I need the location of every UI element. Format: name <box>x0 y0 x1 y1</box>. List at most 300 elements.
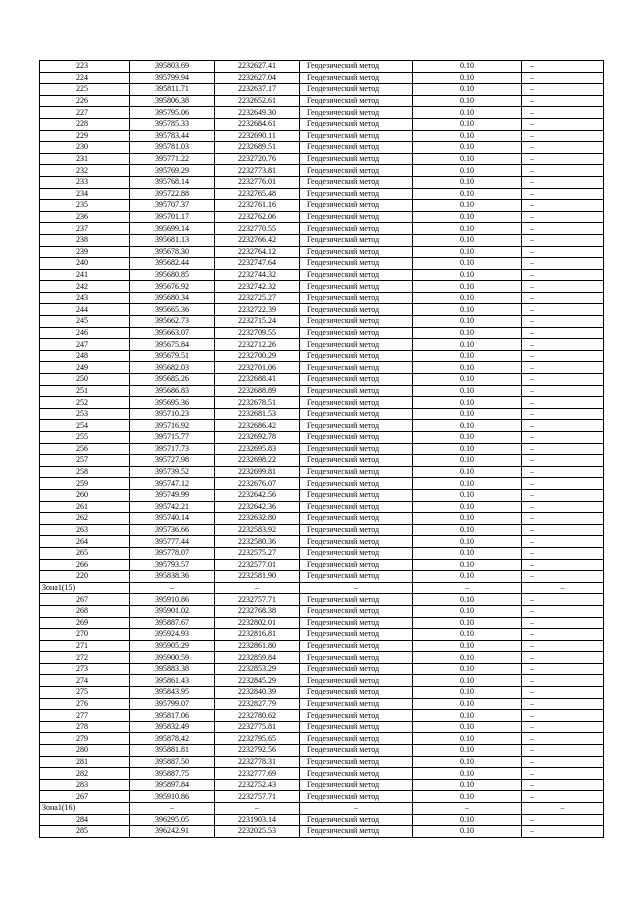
method-cell: Геодезический метод <box>300 397 413 409</box>
accuracy-cell: 0.10 <box>413 374 522 386</box>
point-number-cell: 252 <box>40 397 130 409</box>
point-number-cell: 275 <box>40 687 130 699</box>
method-cell: Геодезический метод <box>300 153 413 165</box>
accuracy-cell: 0.10 <box>413 420 522 432</box>
point-number-cell: 269 <box>40 617 130 629</box>
y-coordinate-cell: 2232840.39 <box>215 687 300 699</box>
table-row <box>40 130 604 142</box>
point-number-cell: 281 <box>40 756 130 768</box>
point-number-cell: 244 <box>40 304 130 316</box>
description-cell: – <box>522 721 604 733</box>
description-cell: – <box>522 629 604 641</box>
table-row <box>40 223 604 235</box>
y-coordinate-cell: 2232715.24 <box>215 316 300 328</box>
table-row <box>40 281 604 293</box>
table-row <box>40 176 604 188</box>
accuracy-cell: 0.10 <box>413 721 522 733</box>
method-cell: Геодезический метод <box>300 768 413 780</box>
point-number-cell: 249 <box>40 362 130 374</box>
description-cell: – <box>522 107 604 119</box>
point-number-cell: 259 <box>40 478 130 490</box>
table-row <box>40 745 604 757</box>
accuracy-cell: 0.10 <box>413 687 522 699</box>
table-row <box>40 165 604 177</box>
accuracy-cell: 0.10 <box>413 269 522 281</box>
point-number-cell: 257 <box>40 455 130 467</box>
point-number-cell: 255 <box>40 432 130 444</box>
point-number-cell: 266 <box>40 559 130 571</box>
x-coordinate-cell: 395665.36 <box>130 304 215 316</box>
description-cell: – <box>522 768 604 780</box>
point-number-cell: 229 <box>40 130 130 142</box>
accuracy-cell: 0.10 <box>413 652 522 664</box>
x-coordinate-cell: 395905.29 <box>130 640 215 652</box>
method-cell: – <box>300 582 413 594</box>
accuracy-cell: 0.10 <box>413 536 522 548</box>
description-cell: – <box>522 443 604 455</box>
method-cell: Геодезический метод <box>300 200 413 212</box>
description-cell: – <box>522 640 604 652</box>
method-cell: Геодезический метод <box>300 501 413 513</box>
description-cell: – <box>522 153 604 165</box>
accuracy-cell: 0.10 <box>413 153 522 165</box>
description-cell: – <box>522 258 604 270</box>
description-cell: – <box>522 524 604 536</box>
table-row <box>40 536 604 548</box>
table-row <box>40 768 604 780</box>
description-cell: – <box>522 223 604 235</box>
point-number-cell: 272 <box>40 652 130 664</box>
description-cell: – <box>522 118 604 130</box>
description-cell: – <box>522 652 604 664</box>
point-number-cell: 231 <box>40 153 130 165</box>
description-cell: – <box>522 188 604 200</box>
accuracy-cell: 0.10 <box>413 826 522 838</box>
accuracy-cell: 0.10 <box>413 617 522 629</box>
point-number-cell: 220 <box>40 571 130 583</box>
x-coordinate-cell: 395883.38 <box>130 663 215 675</box>
description-cell: – <box>522 582 604 594</box>
point-number-cell: 254 <box>40 420 130 432</box>
description-cell: – <box>522 142 604 154</box>
y-coordinate-cell: 2232642.36 <box>215 501 300 513</box>
accuracy-cell: 0.10 <box>413 258 522 270</box>
method-cell: Геодезический метод <box>300 246 413 258</box>
table-row <box>40 640 604 652</box>
point-number-cell: 227 <box>40 107 130 119</box>
x-coordinate-cell: 395699.14 <box>130 223 215 235</box>
method-cell: Геодезический метод <box>300 455 413 467</box>
table-row <box>40 258 604 270</box>
description-cell: – <box>522 826 604 838</box>
point-number-cell: 243 <box>40 292 130 304</box>
description-cell: – <box>522 745 604 757</box>
x-coordinate-cell: 395783.44 <box>130 130 215 142</box>
x-coordinate-cell: 395676.92 <box>130 281 215 293</box>
description-cell: – <box>522 605 604 617</box>
point-number-cell: 224 <box>40 72 130 84</box>
y-coordinate-cell: 2232768.38 <box>215 605 300 617</box>
x-coordinate-cell: 395707.37 <box>130 200 215 212</box>
y-coordinate-cell: 2231903.14 <box>215 814 300 826</box>
method-cell: Геодезический метод <box>300 408 413 420</box>
point-number-cell: 258 <box>40 466 130 478</box>
method-cell: Геодезический метод <box>300 756 413 768</box>
accuracy-cell: 0.10 <box>413 594 522 606</box>
y-coordinate-cell: 2232701.06 <box>215 362 300 374</box>
table-row <box>40 200 604 212</box>
accuracy-cell: 0.10 <box>413 72 522 84</box>
y-coordinate-cell: 2232684.61 <box>215 118 300 130</box>
method-cell: Геодезический метод <box>300 327 413 339</box>
y-coordinate-cell: 2232722.39 <box>215 304 300 316</box>
y-coordinate-cell: 2232580.36 <box>215 536 300 548</box>
description-cell: – <box>522 513 604 525</box>
y-coordinate-cell: 2232744.32 <box>215 269 300 281</box>
point-number-cell: 279 <box>40 733 130 745</box>
description-cell: – <box>522 327 604 339</box>
accuracy-cell: 0.10 <box>413 223 522 235</box>
table-row <box>40 791 604 803</box>
table-row <box>40 547 604 559</box>
method-cell: Геодезический метод <box>300 95 413 107</box>
point-number-cell: 282 <box>40 768 130 780</box>
point-number-cell: 237 <box>40 223 130 235</box>
description-cell: – <box>522 710 604 722</box>
accuracy-cell: 0.10 <box>413 165 522 177</box>
description-cell: – <box>522 374 604 386</box>
method-cell: Геодезический метод <box>300 594 413 606</box>
point-number-cell: 267 <box>40 594 130 606</box>
accuracy-cell: 0.10 <box>413 211 522 223</box>
method-cell: Геодезический метод <box>300 443 413 455</box>
table-row <box>40 687 604 699</box>
description-cell: – <box>522 675 604 687</box>
method-cell: – <box>300 803 413 815</box>
accuracy-cell: 0.10 <box>413 640 522 652</box>
accuracy-cell: 0.10 <box>413 605 522 617</box>
x-coordinate-cell: 395793.57 <box>130 559 215 571</box>
description-cell: – <box>522 466 604 478</box>
table-row <box>40 466 604 478</box>
y-coordinate-cell: 2232627.41 <box>215 61 300 73</box>
accuracy-cell: 0.10 <box>413 571 522 583</box>
point-number-cell: 242 <box>40 281 130 293</box>
point-number-cell: 283 <box>40 779 130 791</box>
accuracy-cell: 0.10 <box>413 316 522 328</box>
point-number-cell: 280 <box>40 745 130 757</box>
x-coordinate-cell: – <box>130 803 215 815</box>
method-cell: Геодезический метод <box>300 791 413 803</box>
method-cell: Геодезический метод <box>300 316 413 328</box>
accuracy-cell: 0.10 <box>413 61 522 73</box>
accuracy-cell: 0.10 <box>413 397 522 409</box>
description-cell: – <box>522 756 604 768</box>
description-cell: – <box>522 803 604 815</box>
point-number-cell: 234 <box>40 188 130 200</box>
x-coordinate-cell: 395740.14 <box>130 513 215 525</box>
table-row <box>40 269 604 281</box>
y-coordinate-cell: 2232747.64 <box>215 258 300 270</box>
description-cell: – <box>522 165 604 177</box>
y-coordinate-cell: 2232777.69 <box>215 768 300 780</box>
method-cell: Геодезический метод <box>300 675 413 687</box>
x-coordinate-cell: 395662.73 <box>130 316 215 328</box>
table-row <box>40 339 604 351</box>
method-cell: Геодезический метод <box>300 420 413 432</box>
x-coordinate-cell: 395680.34 <box>130 292 215 304</box>
x-coordinate-cell: 395778.07 <box>130 547 215 559</box>
method-cell: Геодезический метод <box>300 269 413 281</box>
method-cell: Геодезический метод <box>300 663 413 675</box>
description-cell: – <box>522 304 604 316</box>
x-coordinate-cell: 395803.69 <box>130 61 215 73</box>
y-coordinate-cell: 2232761.16 <box>215 200 300 212</box>
y-coordinate-cell: 2232649.30 <box>215 107 300 119</box>
method-cell: Геодезический метод <box>300 432 413 444</box>
accuracy-cell: – <box>413 803 522 815</box>
x-coordinate-cell: 395769.29 <box>130 165 215 177</box>
accuracy-cell: 0.10 <box>413 107 522 119</box>
point-number-cell: 233 <box>40 176 130 188</box>
description-cell: – <box>522 292 604 304</box>
x-coordinate-cell: 395686.83 <box>130 385 215 397</box>
table-row <box>40 489 604 501</box>
description-cell: – <box>522 385 604 397</box>
table-row <box>40 652 604 664</box>
method-cell: Геодезический метод <box>300 605 413 617</box>
point-number-cell: 265 <box>40 547 130 559</box>
x-coordinate-cell: 395710.23 <box>130 408 215 420</box>
point-number-cell: 273 <box>40 663 130 675</box>
point-number-cell: 263 <box>40 524 130 536</box>
x-coordinate-cell: 395799.94 <box>130 72 215 84</box>
y-coordinate-cell: 2232773.81 <box>215 165 300 177</box>
accuracy-cell: 0.10 <box>413 84 522 96</box>
y-coordinate-cell: – <box>215 582 300 594</box>
y-coordinate-cell: 2232581.90 <box>215 571 300 583</box>
point-number-cell: 241 <box>40 269 130 281</box>
y-coordinate-cell: 2232688.89 <box>215 385 300 397</box>
table-row <box>40 72 604 84</box>
x-coordinate-cell: 395887.50 <box>130 756 215 768</box>
table-row <box>40 443 604 455</box>
description-cell: – <box>522 536 604 548</box>
x-coordinate-cell: 395680.85 <box>130 269 215 281</box>
y-coordinate-cell: 2232712.26 <box>215 339 300 351</box>
method-cell: Геодезический метод <box>300 710 413 722</box>
y-coordinate-cell: 2232689.51 <box>215 142 300 154</box>
accuracy-cell: 0.10 <box>413 745 522 757</box>
table-row <box>40 385 604 397</box>
method-cell: Геодезический метод <box>300 466 413 478</box>
accuracy-cell: 0.10 <box>413 350 522 362</box>
table-row <box>40 733 604 745</box>
y-coordinate-cell: 2232845.29 <box>215 675 300 687</box>
method-cell: Геодезический метод <box>300 176 413 188</box>
table-row <box>40 478 604 490</box>
y-coordinate-cell: 2232699.81 <box>215 466 300 478</box>
description-cell: – <box>522 84 604 96</box>
method-cell: Геодезический метод <box>300 524 413 536</box>
point-number-cell: 225 <box>40 84 130 96</box>
y-coordinate-cell: 2232577.01 <box>215 559 300 571</box>
point-number-cell: 240 <box>40 258 130 270</box>
x-coordinate-cell: 395881.81 <box>130 745 215 757</box>
description-cell: – <box>522 397 604 409</box>
point-number-cell: 230 <box>40 142 130 154</box>
y-coordinate-cell: 2232690.11 <box>215 130 300 142</box>
accuracy-cell: 0.10 <box>413 234 522 246</box>
table-row <box>40 617 604 629</box>
method-cell: Геодезический метод <box>300 571 413 583</box>
x-coordinate-cell: 395811.71 <box>130 84 215 96</box>
description-cell: – <box>522 176 604 188</box>
description-cell: – <box>522 571 604 583</box>
y-coordinate-cell: 2232692.78 <box>215 432 300 444</box>
point-number-cell: 253 <box>40 408 130 420</box>
table-row <box>40 710 604 722</box>
method-cell: Геодезический метод <box>300 536 413 548</box>
accuracy-cell: 0.10 <box>413 791 522 803</box>
table-row <box>40 95 604 107</box>
x-coordinate-cell: 395679.51 <box>130 350 215 362</box>
x-coordinate-cell: 395817.06 <box>130 710 215 722</box>
y-coordinate-cell: 2232698.22 <box>215 455 300 467</box>
description-cell: – <box>522 72 604 84</box>
accuracy-cell: 0.10 <box>413 327 522 339</box>
point-number-cell: 284 <box>40 814 130 826</box>
method-cell: Геодезический метод <box>300 617 413 629</box>
x-coordinate-cell: 395722.88 <box>130 188 215 200</box>
table-row <box>40 84 604 96</box>
description-cell: – <box>522 617 604 629</box>
x-coordinate-cell: 395716.92 <box>130 420 215 432</box>
y-coordinate-cell: 2232816.81 <box>215 629 300 641</box>
description-cell: – <box>522 594 604 606</box>
zone-section-row <box>40 803 604 815</box>
accuracy-cell: 0.10 <box>413 501 522 513</box>
point-number-cell: 274 <box>40 675 130 687</box>
y-coordinate-cell: 2232583.92 <box>215 524 300 536</box>
point-number-cell: 239 <box>40 246 130 258</box>
description-cell: – <box>522 455 604 467</box>
accuracy-cell: 0.10 <box>413 200 522 212</box>
accuracy-cell: 0.10 <box>413 95 522 107</box>
y-coordinate-cell: 2232764.12 <box>215 246 300 258</box>
point-number-cell: 236 <box>40 211 130 223</box>
accuracy-cell: 0.10 <box>413 142 522 154</box>
y-coordinate-cell: 2232802.01 <box>215 617 300 629</box>
accuracy-cell: 0.10 <box>413 443 522 455</box>
description-cell: – <box>522 362 604 374</box>
y-coordinate-cell: 2232827.79 <box>215 698 300 710</box>
description-cell: – <box>522 663 604 675</box>
y-coordinate-cell: 2232695.83 <box>215 443 300 455</box>
y-coordinate-cell: 2232770.55 <box>215 223 300 235</box>
x-coordinate-cell: 395832.49 <box>130 721 215 733</box>
accuracy-cell: 0.10 <box>413 478 522 490</box>
method-cell: Геодезический метод <box>300 698 413 710</box>
accuracy-cell: 0.10 <box>413 362 522 374</box>
x-coordinate-cell: 395695.36 <box>130 397 215 409</box>
x-coordinate-cell: 395701.17 <box>130 211 215 223</box>
method-cell: Геодезический метод <box>300 223 413 235</box>
description-cell: – <box>522 779 604 791</box>
point-number-cell: 223 <box>40 61 130 73</box>
accuracy-cell: 0.10 <box>413 547 522 559</box>
method-cell: Геодезический метод <box>300 142 413 154</box>
x-coordinate-cell: 395715.77 <box>130 432 215 444</box>
table-row <box>40 455 604 467</box>
point-number-cell: 228 <box>40 118 130 130</box>
y-coordinate-cell: 2232678.51 <box>215 397 300 409</box>
y-coordinate-cell: 2232742.32 <box>215 281 300 293</box>
method-cell: Геодезический метод <box>300 629 413 641</box>
description-cell: – <box>522 432 604 444</box>
x-coordinate-cell: 395781.03 <box>130 142 215 154</box>
x-coordinate-cell: 395768.14 <box>130 176 215 188</box>
method-cell: Геодезический метод <box>300 640 413 652</box>
y-coordinate-cell: 2232776.01 <box>215 176 300 188</box>
method-cell: Геодезический метод <box>300 547 413 559</box>
y-coordinate-cell: 2232775.81 <box>215 721 300 733</box>
x-coordinate-cell: 395861.43 <box>130 675 215 687</box>
accuracy-cell: 0.10 <box>413 432 522 444</box>
table-row <box>40 61 604 73</box>
point-number-cell: 251 <box>40 385 130 397</box>
accuracy-cell: 0.10 <box>413 176 522 188</box>
description-cell: – <box>522 211 604 223</box>
method-cell: Геодезический метод <box>300 745 413 757</box>
table-row <box>40 316 604 328</box>
method-cell: Геодезический метод <box>300 165 413 177</box>
x-coordinate-cell: 395747.12 <box>130 478 215 490</box>
x-coordinate-cell: 395682.03 <box>130 362 215 374</box>
table-row <box>40 374 604 386</box>
x-coordinate-cell: 395795.06 <box>130 107 215 119</box>
method-cell: Геодезический метод <box>300 292 413 304</box>
y-coordinate-cell: 2232709.55 <box>215 327 300 339</box>
method-cell: Геодезический метод <box>300 385 413 397</box>
method-cell: Геодезический метод <box>300 826 413 838</box>
method-cell: Геодезический метод <box>300 339 413 351</box>
description-cell: – <box>522 501 604 513</box>
y-coordinate-cell: 2232575.27 <box>215 547 300 559</box>
y-coordinate-cell: 2232025.53 <box>215 826 300 838</box>
description-cell: – <box>522 339 604 351</box>
x-coordinate-cell: 395785.33 <box>130 118 215 130</box>
accuracy-cell: 0.10 <box>413 408 522 420</box>
method-cell: Геодезический метод <box>300 72 413 84</box>
table-row <box>40 594 604 606</box>
table-row <box>40 721 604 733</box>
table-row <box>40 663 604 675</box>
table-row <box>40 675 604 687</box>
y-coordinate-cell: 2232778.31 <box>215 756 300 768</box>
x-coordinate-cell: 396295.05 <box>130 814 215 826</box>
description-cell: – <box>522 420 604 432</box>
point-number-cell: 238 <box>40 234 130 246</box>
y-coordinate-cell: 2232637.17 <box>215 84 300 96</box>
x-coordinate-cell: 395742.21 <box>130 501 215 513</box>
table-row <box>40 211 604 223</box>
table-row <box>40 188 604 200</box>
accuracy-cell: 0.10 <box>413 559 522 571</box>
y-coordinate-cell: – <box>215 803 300 815</box>
method-cell: Геодезический метод <box>300 652 413 664</box>
table-row <box>40 779 604 791</box>
